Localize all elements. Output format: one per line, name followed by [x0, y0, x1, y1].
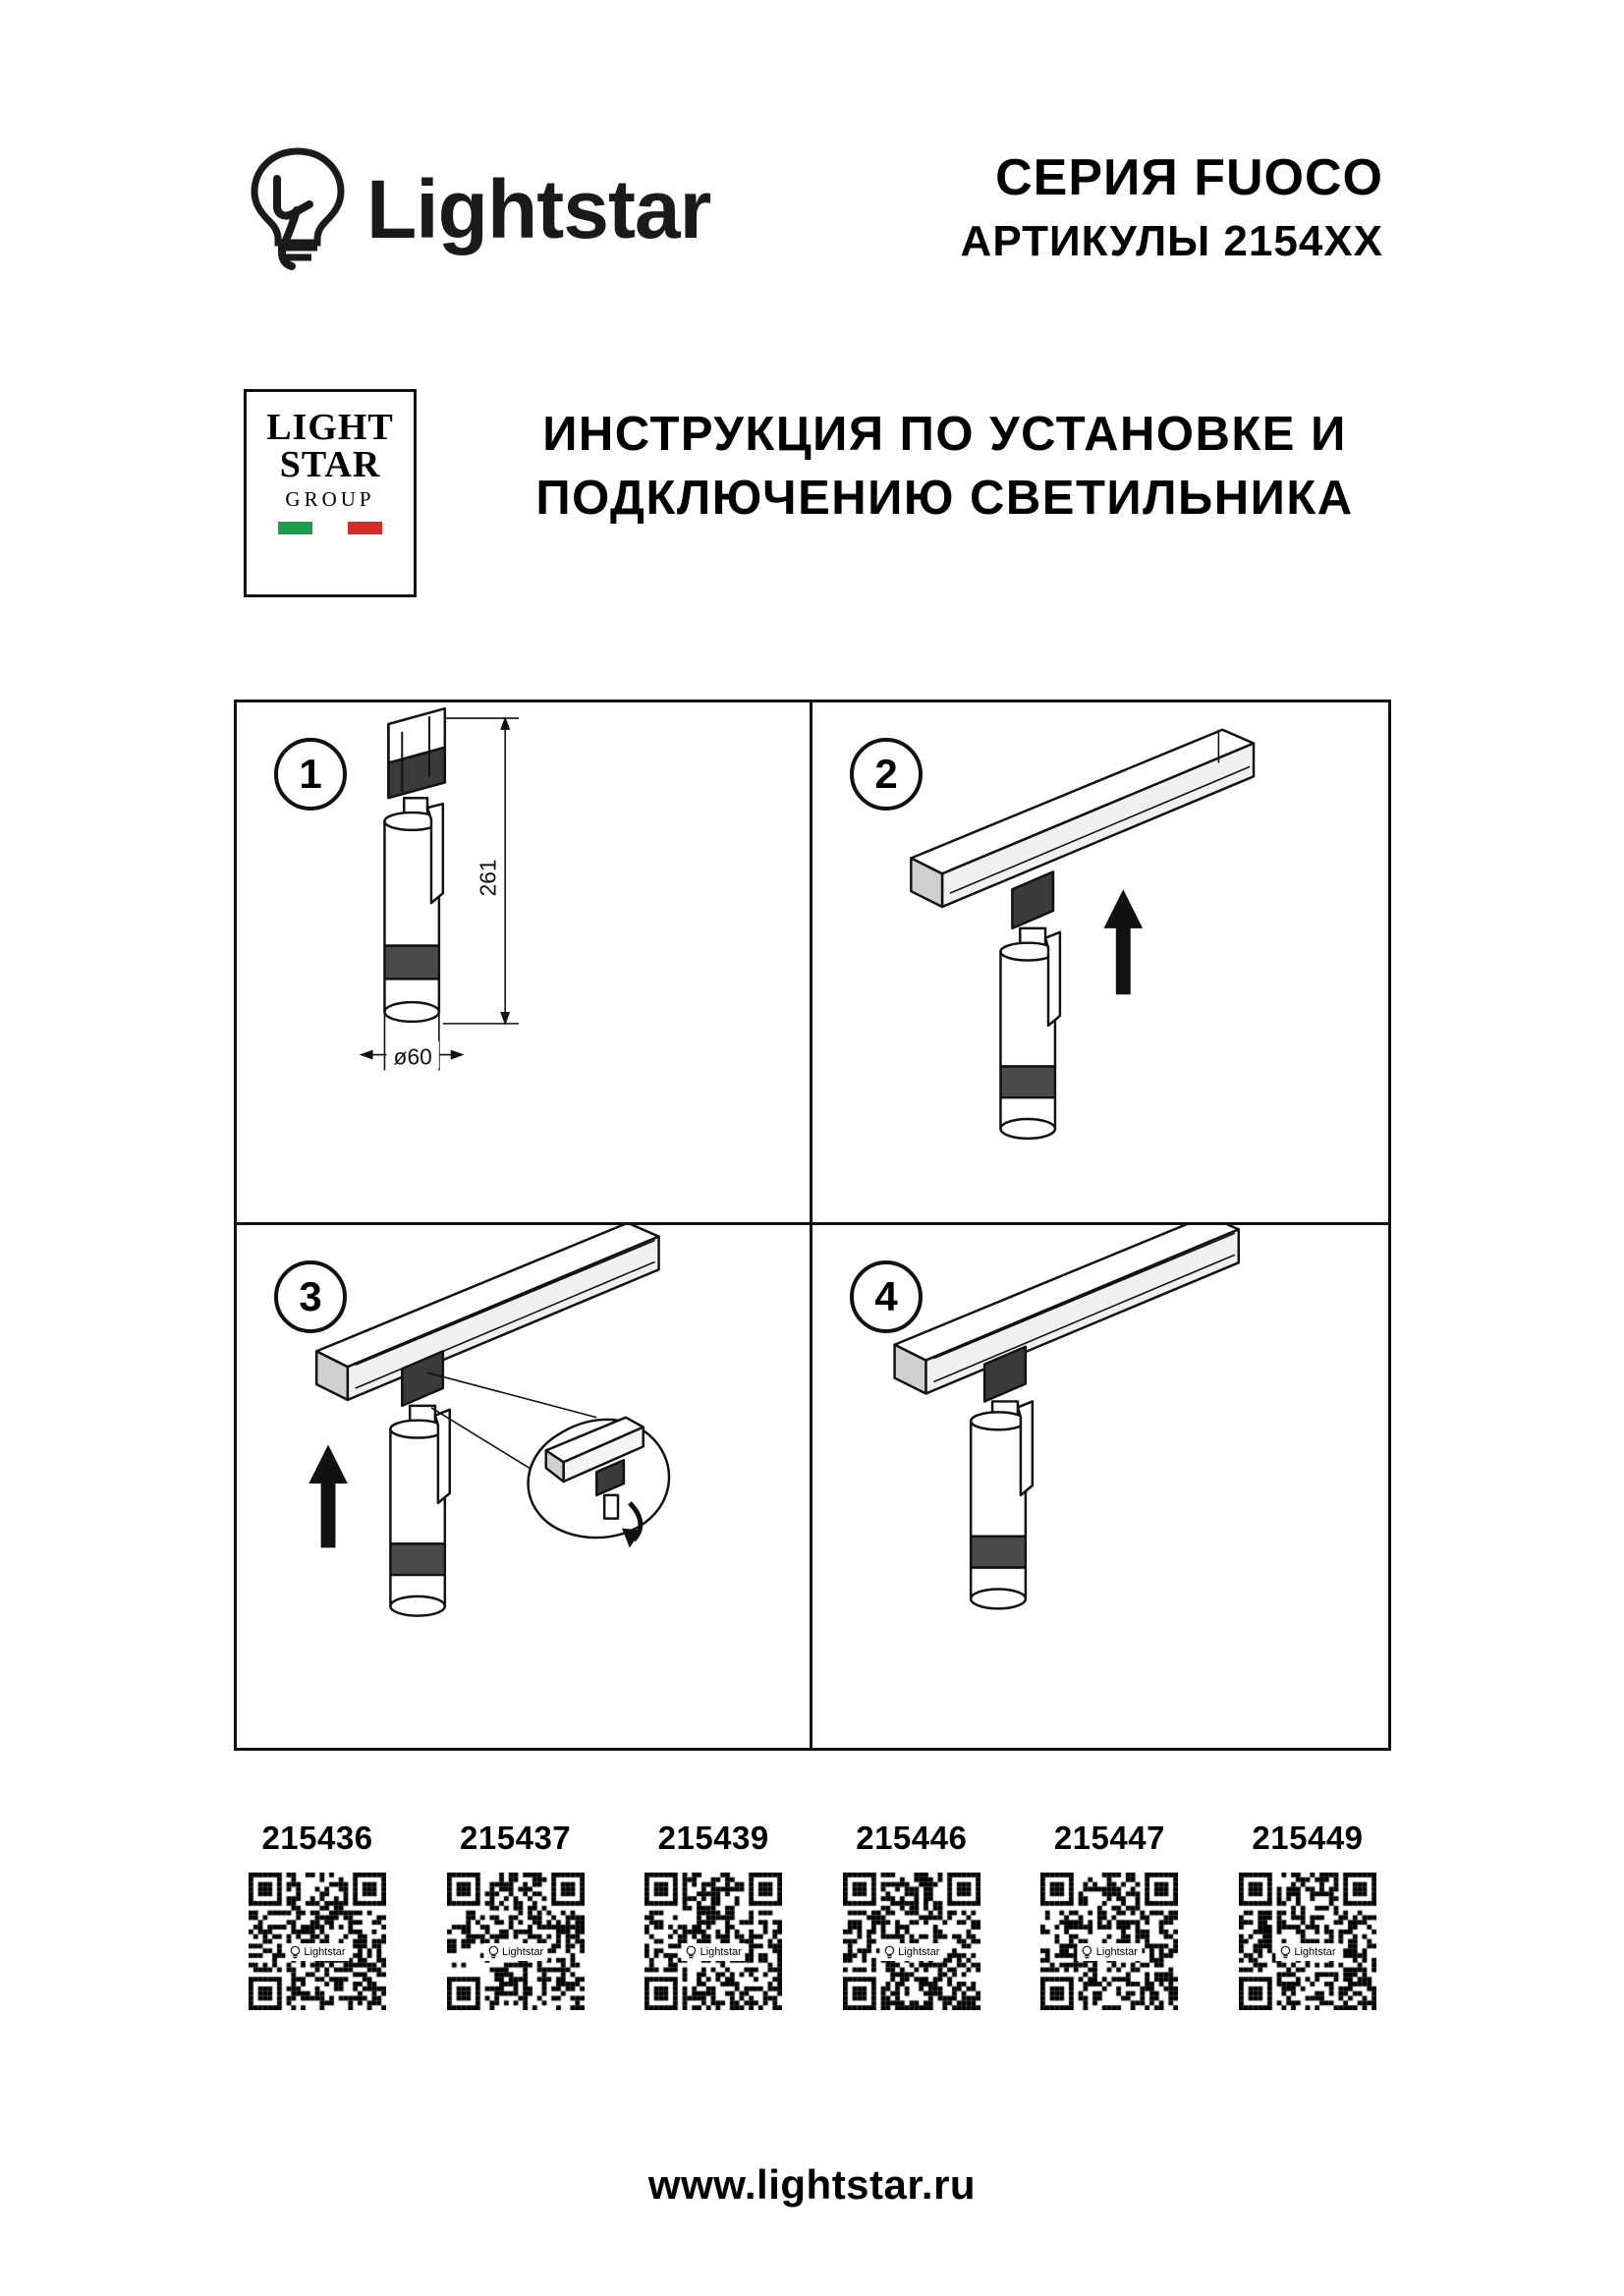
qr-code[interactable] [843, 1873, 980, 2010]
italy-flag-icon [278, 522, 382, 534]
qr-center-label [285, 1943, 349, 1961]
group-logo-line3: GROUP [285, 487, 375, 512]
lightstar-bulb-icon [241, 145, 351, 273]
code-number: 215446 [856, 1820, 968, 1856]
lightstar-bulb-icon [289, 1945, 301, 1959]
lightstar-bulb-icon [883, 1945, 895, 1959]
installation-steps [234, 700, 1391, 1751]
dim-height-label: 261 [475, 859, 501, 897]
step-2-badge: 2 [850, 738, 923, 811]
lightstar-bulb-icon [686, 1945, 698, 1959]
code-number: 215447 [1053, 1820, 1165, 1856]
dim-diameter-label: ø60 [393, 1043, 432, 1070]
step-4-cell [812, 1225, 1388, 1748]
qr-label: Lightstar [304, 1946, 346, 1959]
code-item [1224, 1820, 1391, 2010]
code-number: 215436 [261, 1820, 373, 1856]
step-4-badge: 4 [850, 1260, 923, 1333]
step-3-badge: 3 [274, 1260, 347, 1333]
series-articles: АРТИКУЛЫ 2154XX [960, 216, 1383, 265]
lightstar-group-logo [244, 389, 417, 597]
subheader [0, 381, 1624, 607]
brand [241, 145, 710, 273]
qr-label: Lightstar [501, 1946, 544, 1959]
arrow-up-icon [308, 1444, 348, 1547]
lightstar-bulb-icon [487, 1945, 499, 1959]
qr-center-label [879, 1943, 943, 1961]
code-number: 215449 [1252, 1820, 1364, 1856]
qr-code[interactable] [1040, 1873, 1178, 2010]
series-block [961, 149, 1383, 268]
step-3-cell [237, 1225, 812, 1748]
qr-code[interactable] [1239, 1873, 1376, 2010]
code-item [630, 1820, 797, 2010]
code-item [1026, 1820, 1193, 2010]
qr-center-label [483, 1943, 547, 1961]
code-item [432, 1820, 599, 2010]
code-item [234, 1820, 401, 2010]
group-logo-line1: LIGHT [266, 407, 394, 448]
code-item [828, 1820, 995, 2010]
qr-code[interactable] [447, 1873, 585, 2010]
brand-name: Lightstar [366, 163, 711, 255]
qr-code[interactable] [644, 1873, 782, 2010]
qr-code[interactable] [249, 1873, 386, 2010]
product-code-list [234, 1820, 1391, 2010]
arrow-up-icon [1103, 889, 1143, 994]
qr-label: Lightstar [898, 1946, 940, 1959]
lightstar-bulb-icon [1082, 1945, 1093, 1959]
step-1-cell [237, 702, 812, 1225]
step-1-badge: 1 [274, 738, 347, 811]
series-title: СЕРИЯ FUOCO [995, 149, 1383, 206]
page-title: ИНСТРУКЦИЯ ПО УСТАНОВКЕ И ПОДКЛЮЧЕНИЮ СВЕТИЛЬНИКА [535, 408, 1354, 526]
page-header [0, 128, 1624, 314]
qr-center-label [1078, 1943, 1142, 1961]
qr-label: Lightstar [1294, 1946, 1336, 1959]
code-number: 215437 [460, 1820, 572, 1856]
step-2-cell [812, 702, 1388, 1225]
qr-label: Lightstar [1095, 1946, 1138, 1959]
code-number: 215439 [657, 1820, 769, 1856]
lightstar-bulb-icon [1279, 1945, 1291, 1959]
group-logo-line2: STAR [279, 444, 381, 486]
qr-label: Lightstar [700, 1946, 742, 1959]
qr-center-label [682, 1943, 746, 1961]
footer-website[interactable]: www.lightstar.ru [647, 2161, 977, 2208]
qr-center-label [1275, 1943, 1339, 1961]
